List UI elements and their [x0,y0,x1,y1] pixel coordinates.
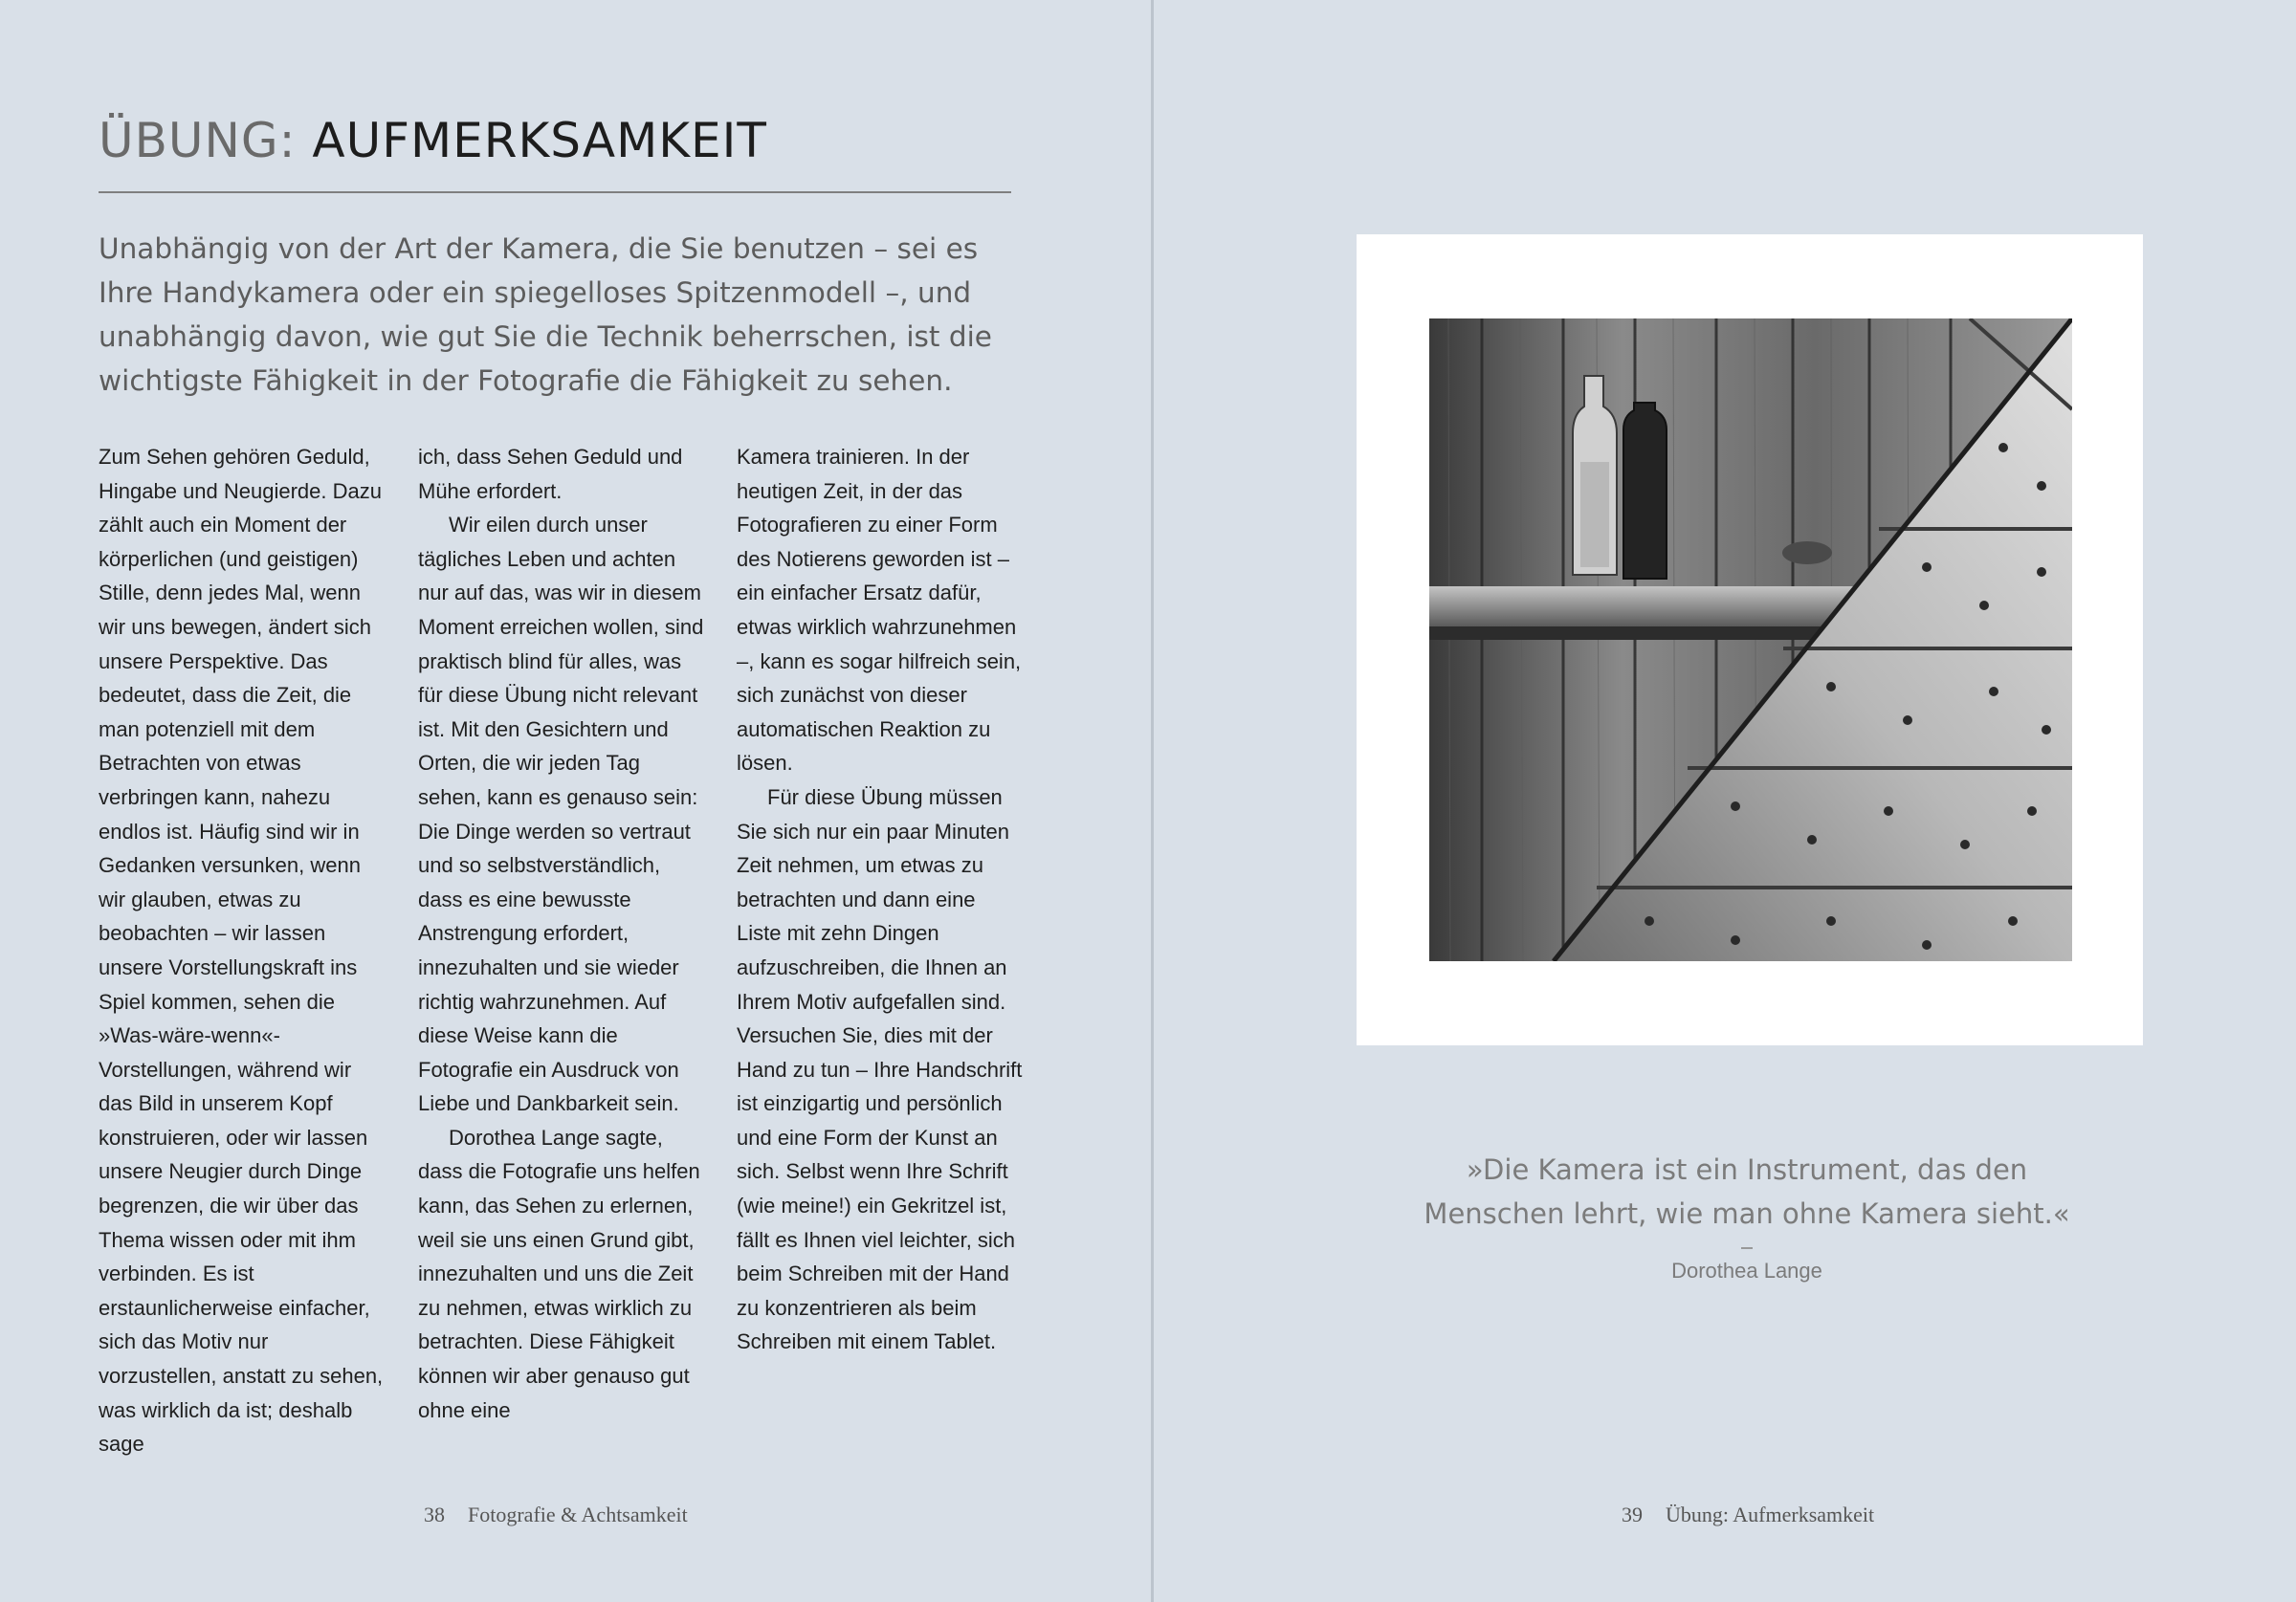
text-column-2 [418,440,705,1427]
quote-dash [1741,1247,1753,1249]
page-number-left: 38 [424,1503,445,1526]
title-prefix: ÜBUNG: [99,113,297,168]
column-1-paragraph-1: Zum Sehen gehören Geduld, Hingabe und Neugierde. Dazu zählt auch ein Moment der körperlichen (und geistigen) Stille, denn jedes Mal, wenn wir uns bewegen, ändert sich unsere Perspektive. Das bedeutet, dass die Zeit, die man potenziell mit dem Betrachten von etwas verbringen kann, nahezu endlos ist. Häufig sind wir in Gedanken versunken, wenn wir glauben, etwas zu beobachten – wir lassen unsere Vorstellungskraft ins Spiel kommen, sehen die »Was-wäre-wenn«-Vorstellungen, während wir das Bild in unserem Kopf konstruieren, oder wir lassen unsere Neugier durch Dinge begrenzen, die wir über das Thema wissen oder mit ihm verbinden. Es ist erstaunlicherweise einfacher, sich das Motiv nur vorzustellen, anstatt zu sehen, was wirklich da ist; deshalb sage [99,445,384,1457]
photo-frame [1357,234,2143,1045]
column-2-paragraph-1: ich, dass Sehen Geduld und Mühe erfordert. [418,445,683,503]
running-title-right: Übung: Aufmerksamkeit [1666,1503,1875,1526]
text-column-1 [99,440,386,1461]
column-2-paragraph-2: Wir eilen durch unser tägliches Leben und achten nur auf das, was wir in diesem Moment erreichen wollen, sind praktisch blind für alles, was für diese Übung nicht relevant ist. Mit den Gesichtern und Orten, die wir jeden Tag sehen, kann es genauso sein: Die Dinge werden so vertraut und so selbstverständlich, dass es eine bewusste Anstrengung erfordert, innezuhalten und sie wieder richtig wahrzunehmen. Auf diese Weise kann die Fotografie ein Ausdruck von Liebe und Dankbarkeit sein. [418,513,704,1116]
quote-block [1154,1148,2296,1284]
quote-text: »Die Kamera ist ein Instrument, das den Menschen lehrt, wie man ohne Kamera sieht.« [1424,1153,2070,1230]
column-2-paragraph-3: Dorothea Lange sagte, dass die Fotografie uns helfen kann, das Sehen zu erlernen, weil sie uns einen Grund gibt, innezuhalten und uns die Zeit zu nehmen, etwas wirklich zu betrachten. Diese Fähigkeit können wir aber genauso gut ohne eine [418,1125,700,1422]
page-number-right: 39 [1622,1503,1643,1526]
footer-right [1622,1503,1874,1527]
right-page [1154,0,2296,1602]
page-title [99,113,767,168]
title-rule [99,191,1011,193]
bottles-on-shelf-photo [1429,318,2072,961]
title-main: AUFMERKSAMKEIT [312,113,767,168]
quote-author: Dorothea Lange [1671,1259,1822,1283]
intro-paragraph: Unabhängig von der Art der Kamera, die Sie benutzen – sei es Ihre Handykamera oder ein spiegelloses Spitzenmodell –, und unabhängig davon, wie gut Sie die Technik beherrschen, ist die wichtigste Fähigkeit in der Fotografie die Fähigkeit zu sehen. [99,232,992,397]
running-title-left: Fotografie & Achtsamkeit [468,1503,688,1526]
text-column-3 [737,440,1024,1359]
column-3-paragraph-1: Kamera trainieren. In der heutigen Zeit, in der das Fotografieren zu einer Form des Notierens geworden ist – ein einfacher Ersatz dafür, etwas wirklich wahrzunehmen –, kann es sogar hilfreich sein, sich zunächst von dieser automatischen Reaktion zu lösen. [737,445,1022,776]
footer-left [424,1503,688,1527]
column-3-paragraph-2: Für diese Übung müssen Sie sich nur ein paar Minuten Zeit nehmen, um etwas zu betrachten und dann eine Liste mit zehn Dingen aufzuschreiben, die Ihnen an Ihrem Motiv aufgefallen sind. Versuchen Sie, dies mit der Hand zu tun – Ihre Handschrift ist einzigartig und persönlich und eine Form der Kunst an sich. Selbst wenn Ihre Schrift (wie meine!) ein Gekritzel ist, fällt es Ihnen viel leichter, sich beim Schreiben mit der Hand zu konzentrieren als beim Schreiben mit einem Tablet. [737,784,1023,1354]
